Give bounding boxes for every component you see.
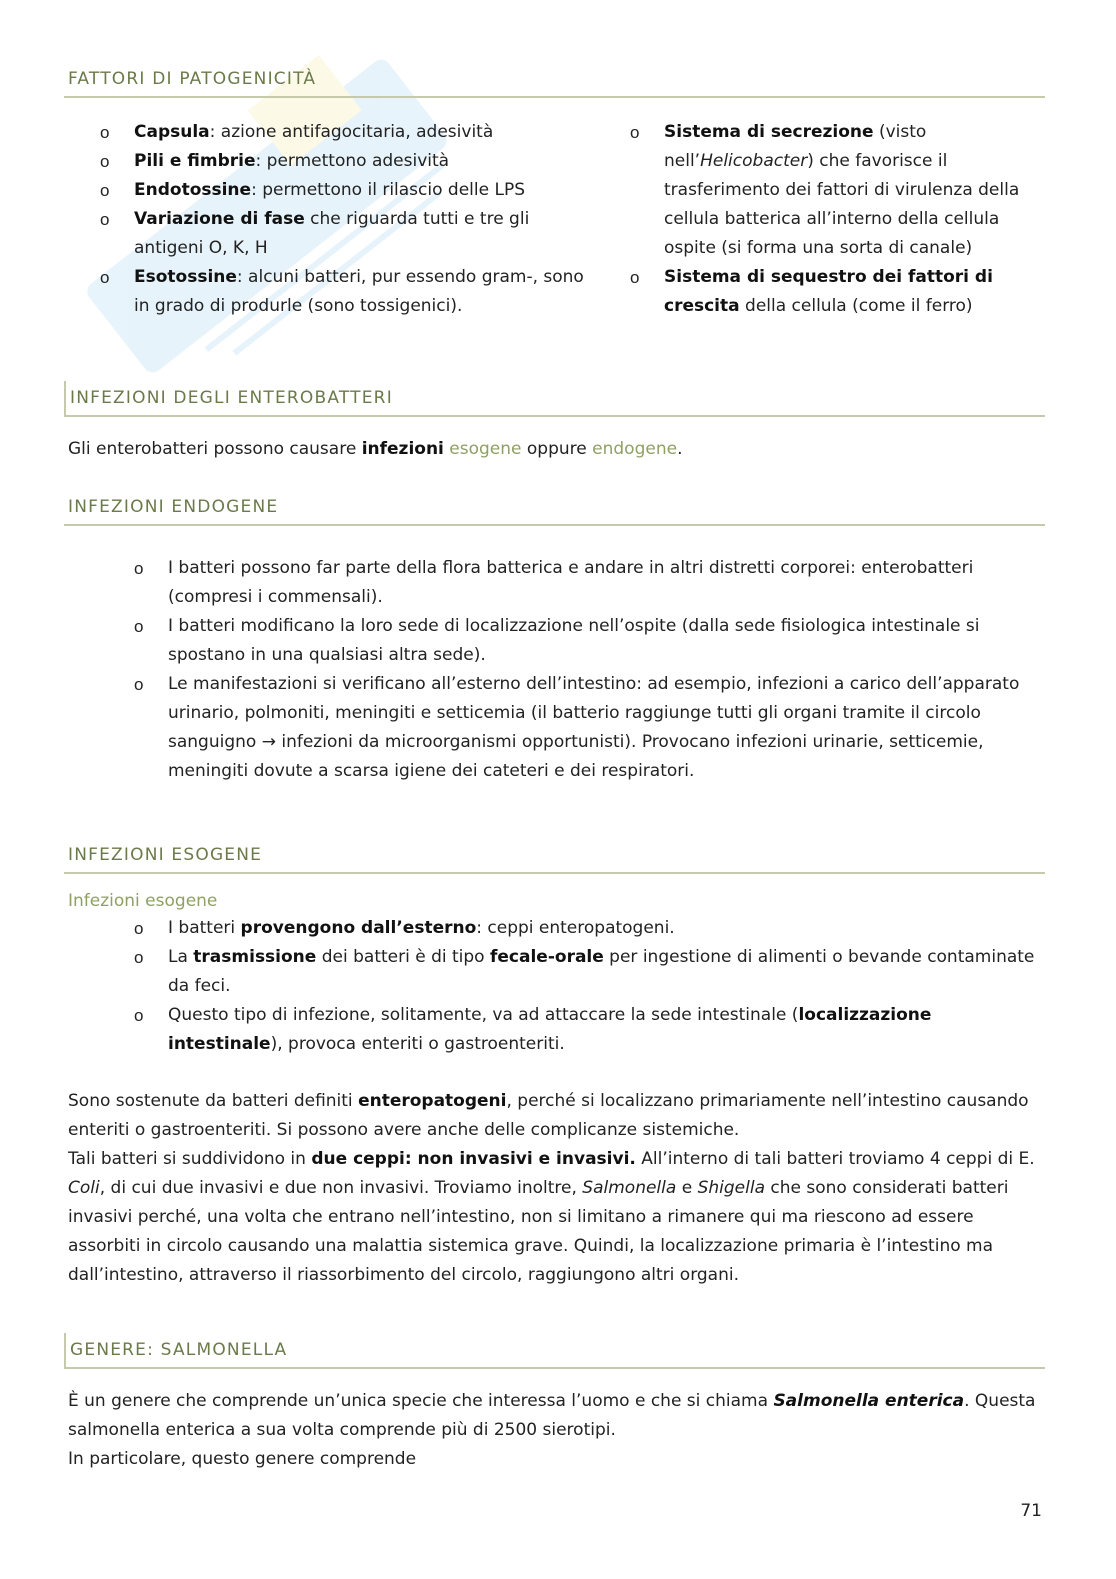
heading-salmonella: GENERE: SALMONELLA (64, 1333, 1045, 1369)
section-endogene (64, 494, 1045, 786)
italic-term: Shigella (697, 1178, 765, 1198)
desc: : azione antifagocitaria, adesività (209, 122, 494, 142)
term: Pili e fimbrie (134, 151, 256, 171)
text: Tali batteri si suddividono in (68, 1149, 312, 1169)
list-item (64, 205, 594, 263)
text: e (676, 1178, 698, 1198)
list-item (64, 263, 594, 321)
term: trasmissione (193, 947, 317, 967)
list-item (64, 176, 594, 205)
term: Variazione di fase (134, 209, 305, 229)
list-item: o Le manifestazioni si verificano all’esterno dell’intestino: ad esempio, infezioni a carico dell’apparato urinario, polmoniti, meningiti e setticemia (il batterio raggiunge tutti gli organi tramite il circolo sanguigno → infezioni da microorganismi opportunisti). Provocano infezioni urinarie, setticemie, meningiti dovute a scarsa igiene dei cateteri e dei respiratori. (64, 670, 1039, 786)
subheading-esogene: Infezioni esogene (68, 891, 218, 911)
list-item: o I batteri possono far parte della flora batterica e andare in altri distretti corporei: enterobatteri (compresi i commensali). (64, 554, 1039, 612)
text: . Questa salmonella enterica a sua volta comprende più di 2500 sierotipi. (68, 1391, 1036, 1440)
list-item (64, 118, 594, 147)
list-item (64, 943, 1045, 1001)
text: Gli enterobatteri possono causare (68, 439, 362, 459)
text: All’interno di tali batteri troviamo 4 ceppi di E. (635, 1149, 1035, 1169)
term: Esotossine (134, 267, 237, 287)
fattori-col1 (64, 118, 594, 321)
italic-term: Helicobacter (700, 151, 808, 171)
desc: : permettono il rilascio delle LPS (251, 180, 525, 200)
term: due ceppi: non invasivi e invasivi. (311, 1149, 636, 1169)
term: enteropatogeni (358, 1091, 507, 1111)
desc: che riguarda tutti e tre gli antigeni O, K, H (134, 209, 530, 258)
term: fecale-orale (490, 947, 604, 967)
paragraph (68, 1145, 1045, 1290)
text: . (677, 439, 683, 459)
heading-esogene: INFEZIONI ESOGENE (64, 842, 1045, 874)
list-item (64, 914, 1045, 943)
paragraph (68, 1387, 1045, 1445)
desc: della cellula (come il ferro) (739, 296, 973, 316)
term: Capsula (134, 122, 210, 142)
text: Sono sostenute da batteri definiti (68, 1091, 359, 1111)
term: provengono dall’esterno (240, 918, 477, 938)
desc: ) che favorisce il trasferimento dei fattori di virulenza della cellula batterica all’interno della cellula ospite (si forma una sorta di canale) (664, 151, 1020, 258)
paragraph (68, 435, 1045, 464)
text: ), provoca enteriti o gastroenteriti. (270, 1034, 565, 1054)
fattori-list-left (64, 118, 594, 321)
text: , perché si localizzano primariamente nell’intestino causando enteriti o gastroenteriti. Si possono avere anche delle complicanze sistemiche. (68, 1091, 1029, 1140)
fattori-list-right (594, 118, 1045, 321)
desc: (visto nell’ (664, 122, 927, 171)
heading-endogene: INFEZIONI ENDOGENE (64, 494, 1045, 526)
term: Endotossine (134, 180, 252, 200)
heading-infezioni-enterobatteri: INFEZIONI DEGLI ENTEROBATTERI (64, 381, 1045, 417)
list-item (64, 1001, 1045, 1059)
paragraph: In particolare, questo genere comprende (68, 1449, 417, 1469)
italic-term: Coli (68, 1178, 100, 1198)
list-item (594, 263, 1045, 321)
text: dei batteri è di tipo (316, 947, 490, 967)
text: È un genere che comprende un’unica specie che interessa l’uomo e che si chiama (68, 1391, 774, 1411)
fattori-col2 (594, 118, 1045, 321)
term: Sistema di sequestro dei fattori di crescita (664, 267, 993, 316)
section-fattori (64, 66, 1045, 321)
endogene-list (64, 554, 1045, 786)
text: che sono considerati batteri invasivi perché, una volta che entrano nell’intestino, non si limitano a rimanere qui ma riescono ad essere assorbiti in circolo causando una malattia sistemica grave. Quindi, la localizzazione primaria è l’intestino ma dall’intestino, attraverso il riassorbimento del circolo, raggiungono altri organi. (68, 1178, 1009, 1285)
fattori-columns (64, 118, 1045, 321)
paragraph (68, 1087, 1045, 1145)
heading-fattori: FATTORI DI PATOGENICITÀ (64, 66, 1045, 98)
italic-term: Salmonella (582, 1178, 677, 1198)
text: per ingestione di alimenti o bevande contaminate da feci. (168, 947, 1035, 996)
accent-term: esogene (449, 439, 522, 459)
desc: : alcuni batteri, pur essendo gram-, sono in grado di produrle (sono tossigenici). (134, 267, 584, 316)
text: oppure (521, 439, 593, 459)
list-item (594, 118, 1045, 263)
list-item (64, 147, 594, 176)
text: La (168, 947, 194, 967)
section-esogene (64, 842, 1045, 1290)
italic-term: Salmonella enterica (773, 1391, 965, 1411)
text: , di cui due invasivi e due non invasivi. Troviamo inoltre, (99, 1178, 583, 1198)
text: Questo tipo di infezione, solitamente, va ad attaccare la sede intestinale ( (168, 1005, 799, 1025)
esogene-list (64, 914, 1045, 1059)
text: I batteri (168, 918, 241, 938)
term: localizzazione intestinale (168, 1005, 932, 1054)
term: infezioni (361, 439, 444, 459)
list-item: o I batteri modificano la loro sede di localizzazione nell’ospite (dalla sede fisiologica intestinale si spostano in una qualsiasi altra sede). (64, 612, 1039, 670)
page-number: 71 (1020, 1501, 1042, 1521)
desc: : permettono adesività (255, 151, 450, 171)
section-infezioni-enterobatteri (64, 381, 1045, 464)
accent-term: endogene (592, 439, 678, 459)
term: Sistema di secrezione (664, 122, 874, 142)
text: : ceppi enteropatogeni. (476, 918, 675, 938)
section-salmonella (64, 1333, 1045, 1474)
